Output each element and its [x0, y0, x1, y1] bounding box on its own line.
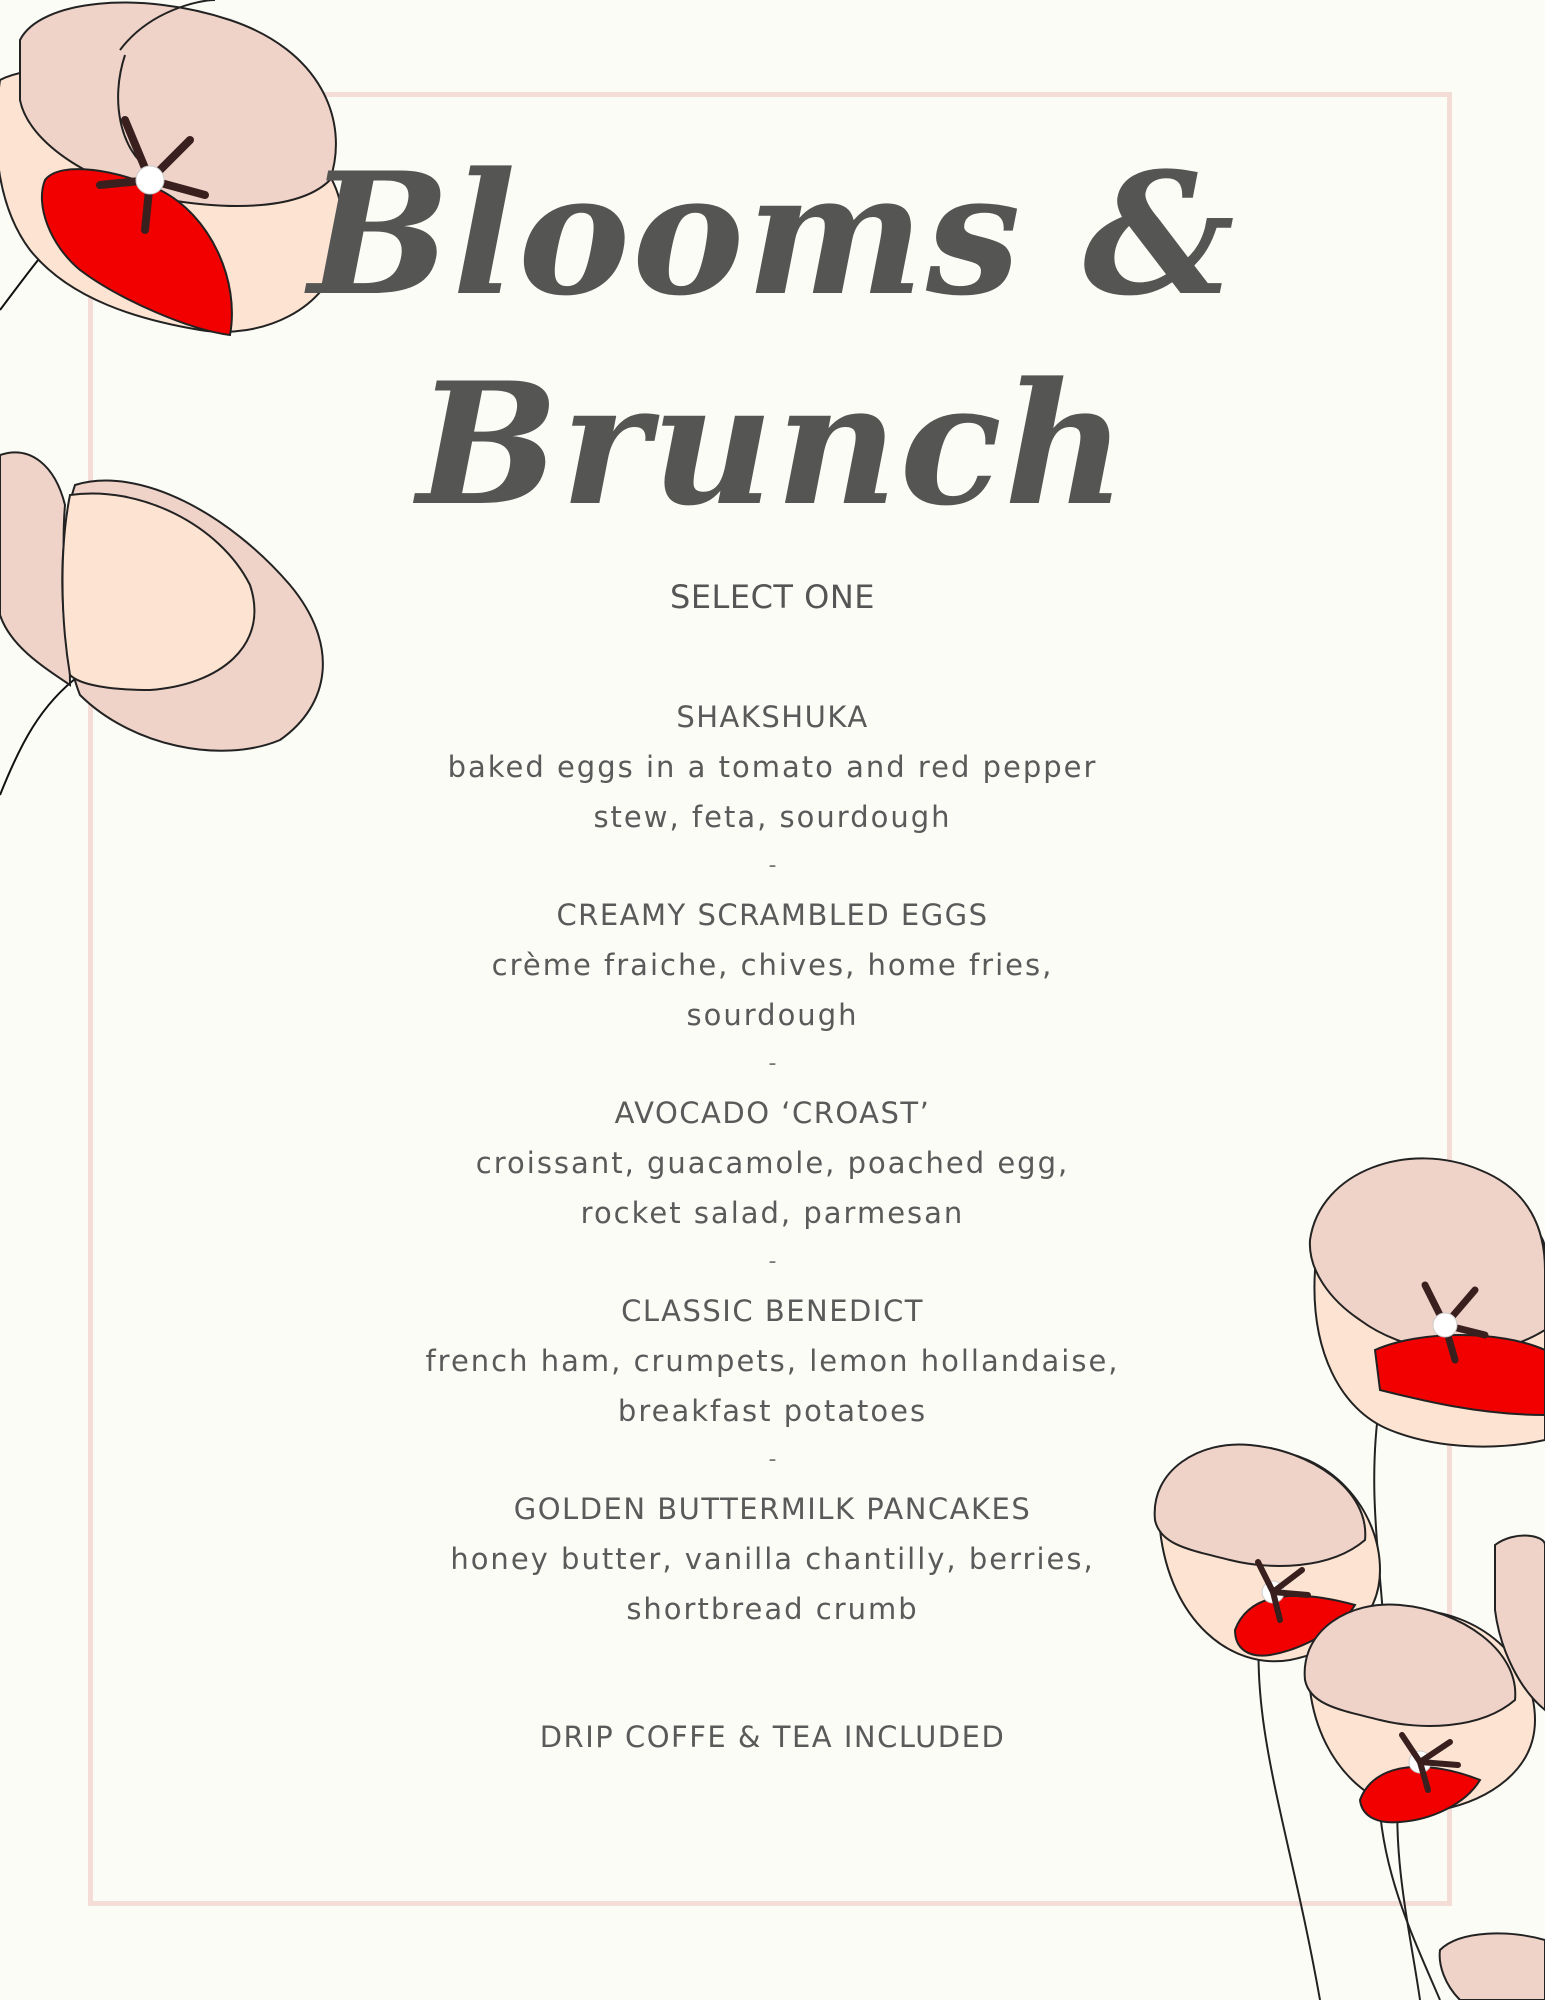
dish-name: SHAKSHUKA	[676, 700, 869, 734]
dish-separator: -	[768, 1051, 777, 1076]
menu-title-line2: Brunch	[416, 345, 1129, 543]
dish-description: breakfast potatoes	[617, 1394, 928, 1428]
dish-description: french ham, crumpets, lemon hollandaise,	[425, 1344, 1120, 1378]
menu-title-line1: Blooms &	[308, 135, 1237, 333]
dish-description: shortbread crumb	[626, 1592, 919, 1626]
dish-name: GOLDEN BUTTERMILK PANCAKES	[513, 1492, 1032, 1526]
dish-name: CREAMY SCRAMBLED EGGS	[556, 898, 989, 932]
dish-name: AVOCADO ‘CROAST’	[614, 1096, 931, 1130]
dish-description: crème fraiche, chives, home fries,	[491, 948, 1054, 982]
select-one-subtitle: SELECT ONE	[670, 578, 875, 616]
dish-description: honey butter, vanilla chantilly, berries,	[450, 1542, 1095, 1576]
dish-separator: -	[768, 1447, 777, 1472]
dish-separator: -	[768, 1249, 777, 1274]
footer-note: DRIP COFFE & TEA INCLUDED	[539, 1720, 1006, 1754]
menu-list	[0, 692, 1545, 1634]
dish-name: CLASSIC BENEDICT	[621, 1294, 924, 1328]
dish-separator: -	[768, 853, 777, 878]
dish-description: baked eggs in a tomato and red pepper	[447, 750, 1098, 784]
dish-description: sourdough	[686, 998, 859, 1032]
dish-description: rocket salad, parmesan	[580, 1196, 965, 1230]
dish-description: croissant, guacamole, poached egg,	[475, 1146, 1070, 1180]
dish-description: stew, feta, sourdough	[593, 800, 952, 834]
